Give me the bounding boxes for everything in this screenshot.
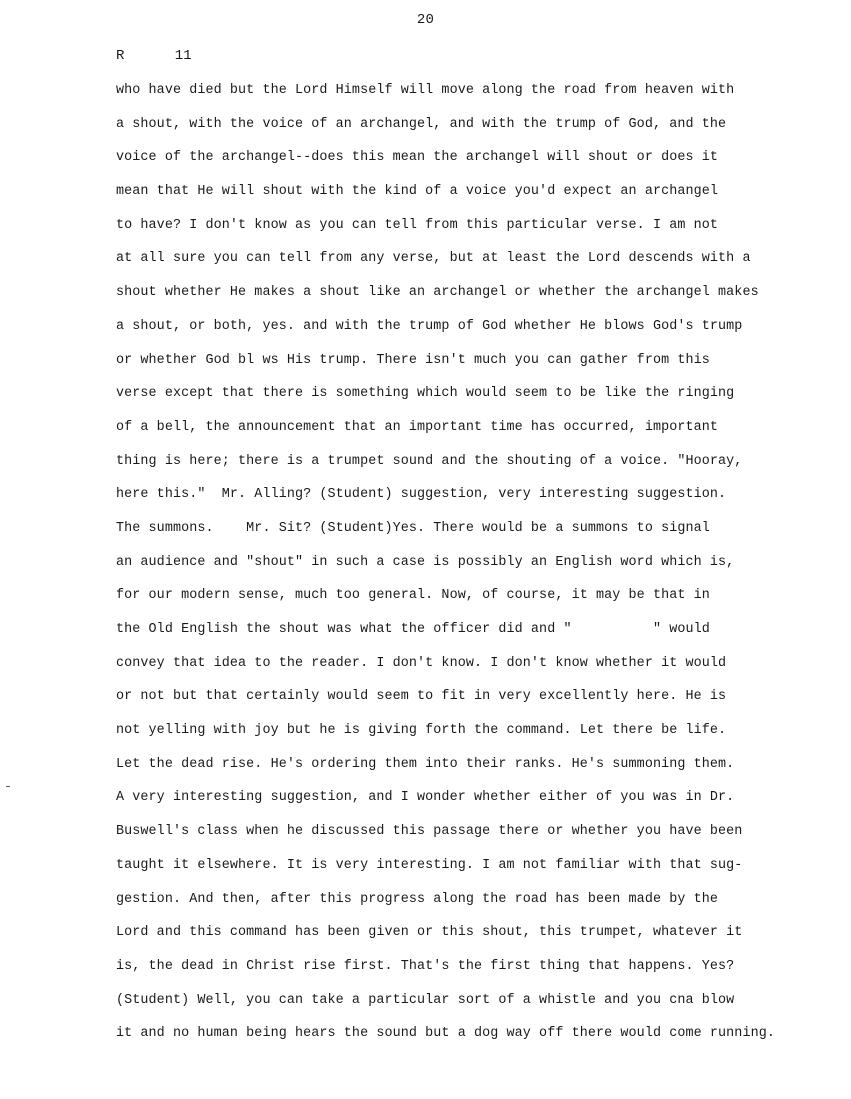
- text-line: or not but that certainly would seem to fit in very excellently here. He is: [116, 689, 727, 705]
- text-line: Lord and this command has been given or this shout, this trumpet, whatever it: [116, 925, 743, 941]
- body-text: [116, 80, 816, 1057]
- text-line: A very interesting suggestion, and I wonder whether either of you was in Dr.: [116, 790, 735, 806]
- text-line: thing is here; there is a trumpet sound and the shouting of a voice. "Hooray,: [116, 453, 743, 469]
- text-line: a shout, or both, yes. and with the trump of God whether He blows God's trump: [116, 318, 743, 334]
- text-line: is, the dead in Christ rise first. That's the first thing that happens. Yes?: [116, 958, 735, 974]
- text-line: (Student) Well, you can take a particular sort of a whistle and you cna blow: [116, 992, 735, 1008]
- text-line: convey that idea to the reader. I don't know. I don't know whether it would: [116, 655, 727, 671]
- text-line: a shout, with the voice of an archangel, and with the trump of God, and the: [116, 116, 727, 132]
- text-line: it and no human being hears the sound but a dog way off there would come running.: [116, 1026, 775, 1042]
- text-line: at all sure you can tell from any verse, but at least the Lord descends with a: [116, 251, 751, 267]
- text-line: here this." Mr. Alling? (Student) suggestion, very interesting suggestion.: [116, 487, 727, 503]
- page-number: 20: [416, 12, 435, 28]
- text-line: shout whether He makes a shout like an archangel or whether the archangel makes: [116, 285, 759, 301]
- text-line: the Old English the shout was what the officer did and " " would: [116, 622, 710, 637]
- margin-mark: [6, 786, 10, 787]
- text-line: verse except that there is something which would seem to be like the ringing: [116, 386, 735, 402]
- text-line: of a bell, the announcement that an important time has occurred, important: [116, 419, 719, 435]
- text-line: mean that He will shout with the kind of a voice you'd expect an archangel: [116, 184, 719, 200]
- section-label: R 11: [116, 48, 192, 64]
- text-line: not yelling with joy but he is giving forth the command. Let there be life.: [116, 723, 727, 739]
- text-line: Buswell's class when he discussed this passage there or whether you have been: [116, 824, 743, 840]
- text-line: who have died but the Lord Himself will move along the road from heaven with: [116, 83, 735, 98]
- text-line: gestion. And then, after this progress along the road has been made by the: [116, 891, 719, 907]
- text-line: Let the dead rise. He's ordering them into their ranks. He's summoning them.: [116, 756, 735, 772]
- text-line: taught it elsewhere. It is very interesting. I am not familiar with that sug-: [116, 857, 743, 873]
- text-line: an audience and "shout" in such a case is possibly an English word which is,: [116, 554, 735, 570]
- text-line: or whether God bl ws His trump. There isn't much you can gather from this: [116, 352, 710, 368]
- text-line: The summons. Mr. Sit? (Student)Yes. There would be a summons to signal: [116, 520, 710, 536]
- text-line: for our modern sense, much too general. Now, of course, it may be that in: [116, 588, 710, 604]
- text-line: voice of the archangel--does this mean the archangel will shout or does it: [116, 150, 719, 166]
- text-line: to have? I don't know as you can tell from this particular verse. I am not: [116, 217, 719, 233]
